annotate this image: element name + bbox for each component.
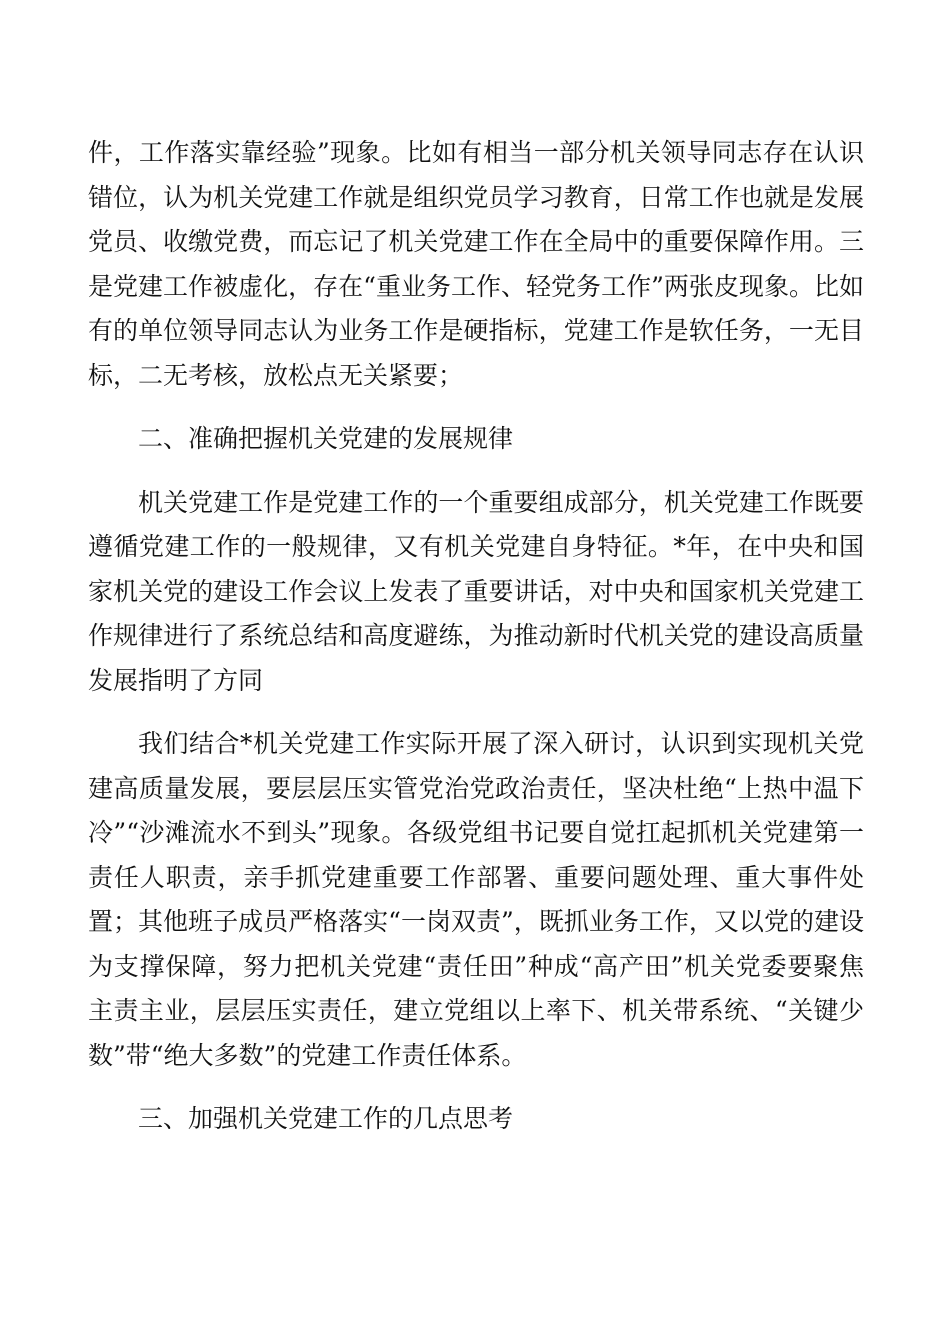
- section-heading-2: 二、准确把握机关党建的发展规律: [138, 424, 514, 453]
- body-paragraph-3: 我们结合*机关党建工作实际开展了深入研讨，认识到实现机关党建高质量发展，要层层压实管党治党政治责任，坚决杜绝“上热中温下冷”“沙滩流水不到头”现象。各级党组书记要自觉扛起抓机关党建第一责任人职责，亲手抓党建重要工作部署、重要问题处理、重大事件处置；其他班子成员严格落实“一岗双责”，既抓业务工作，又以党的建设为支撑保障，努力把机关党建“责任田”种成“高产田”机关党委要聚焦主责主业，层层压实责任，建立党组以上率下、机关带系统、“关键少数”带“绝大多数”的党建工作责任体系。: [88, 729, 864, 1070]
- section-heading-3: 三、加强机关党建工作的几点思考: [138, 1104, 514, 1133]
- document-page: [88, 131, 864, 1161]
- body-paragraph-2: 机关党建工作是党建工作的一个重要组成部分，机关党建工作既要遵循党建工作的一般规律，又有机关党建自身特征。*年，在中央和国家机关党的建设工作会议上发表了重要讲话，对中央和国家机关党建工作规律进行了系统总结和高度避练，为推动新时代机关党的建设高质量发展指明了方同: [88, 487, 864, 695]
- body-paragraph-1: 件，工作落实靠经验”现象。比如有相当一部分机关领导同志存在认识错位，认为机关党建工作就是组织党员学习教育，日常工作也就是发展党员、收缴党费，而忘记了机关党建工作在全局中的重要保障作用。三是党建工作被虚化，存在“重业务工作、轻党务工作”两张皮现象。比如有的单位领导同志认为业务工作是硬指标，党建工作是软任务，一无目标，二无考核，放松点无关紧要；: [88, 138, 864, 390]
